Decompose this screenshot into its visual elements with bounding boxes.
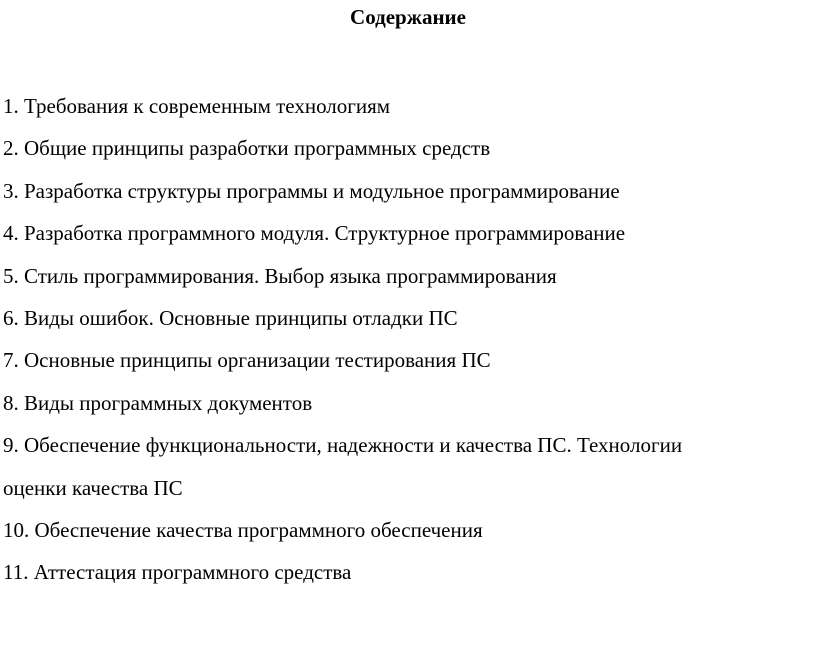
toc-item-2: 2. Общие принципы разработки программных средств xyxy=(3,136,491,161)
toc-item-11: 11. Аттестация программного средства xyxy=(3,560,352,585)
toc-item-10: 10. Обеспечение качества программного обеспечения xyxy=(3,518,483,543)
toc-item-5: 5. Стиль программирования. Выбор языка программирования xyxy=(3,263,557,288)
toc-item-4: 4. Разработка программного модуля. Структурное программирование xyxy=(3,221,626,246)
toc-item-7: 7. Основные принципы организации тестирования ПС xyxy=(3,348,491,373)
toc-item-1: 1. Требования к современным технологиям xyxy=(3,94,391,118)
toc-item-9: 9. Обеспечение функциональности, надежности и качества ПС. Технологии xyxy=(3,433,683,458)
toc-item-9-continued: оценки качества ПС xyxy=(3,475,183,500)
page-title: Содержание xyxy=(350,5,466,29)
toc-item-8: 8. Виды программных документов xyxy=(3,390,313,415)
toc-item-6: 6. Виды ошибок. Основные принципы отладки ПС xyxy=(3,306,458,331)
table-of-contents xyxy=(3,85,813,594)
toc-item-3: 3. Разработка структуры программы и модульное программирование xyxy=(3,178,620,203)
